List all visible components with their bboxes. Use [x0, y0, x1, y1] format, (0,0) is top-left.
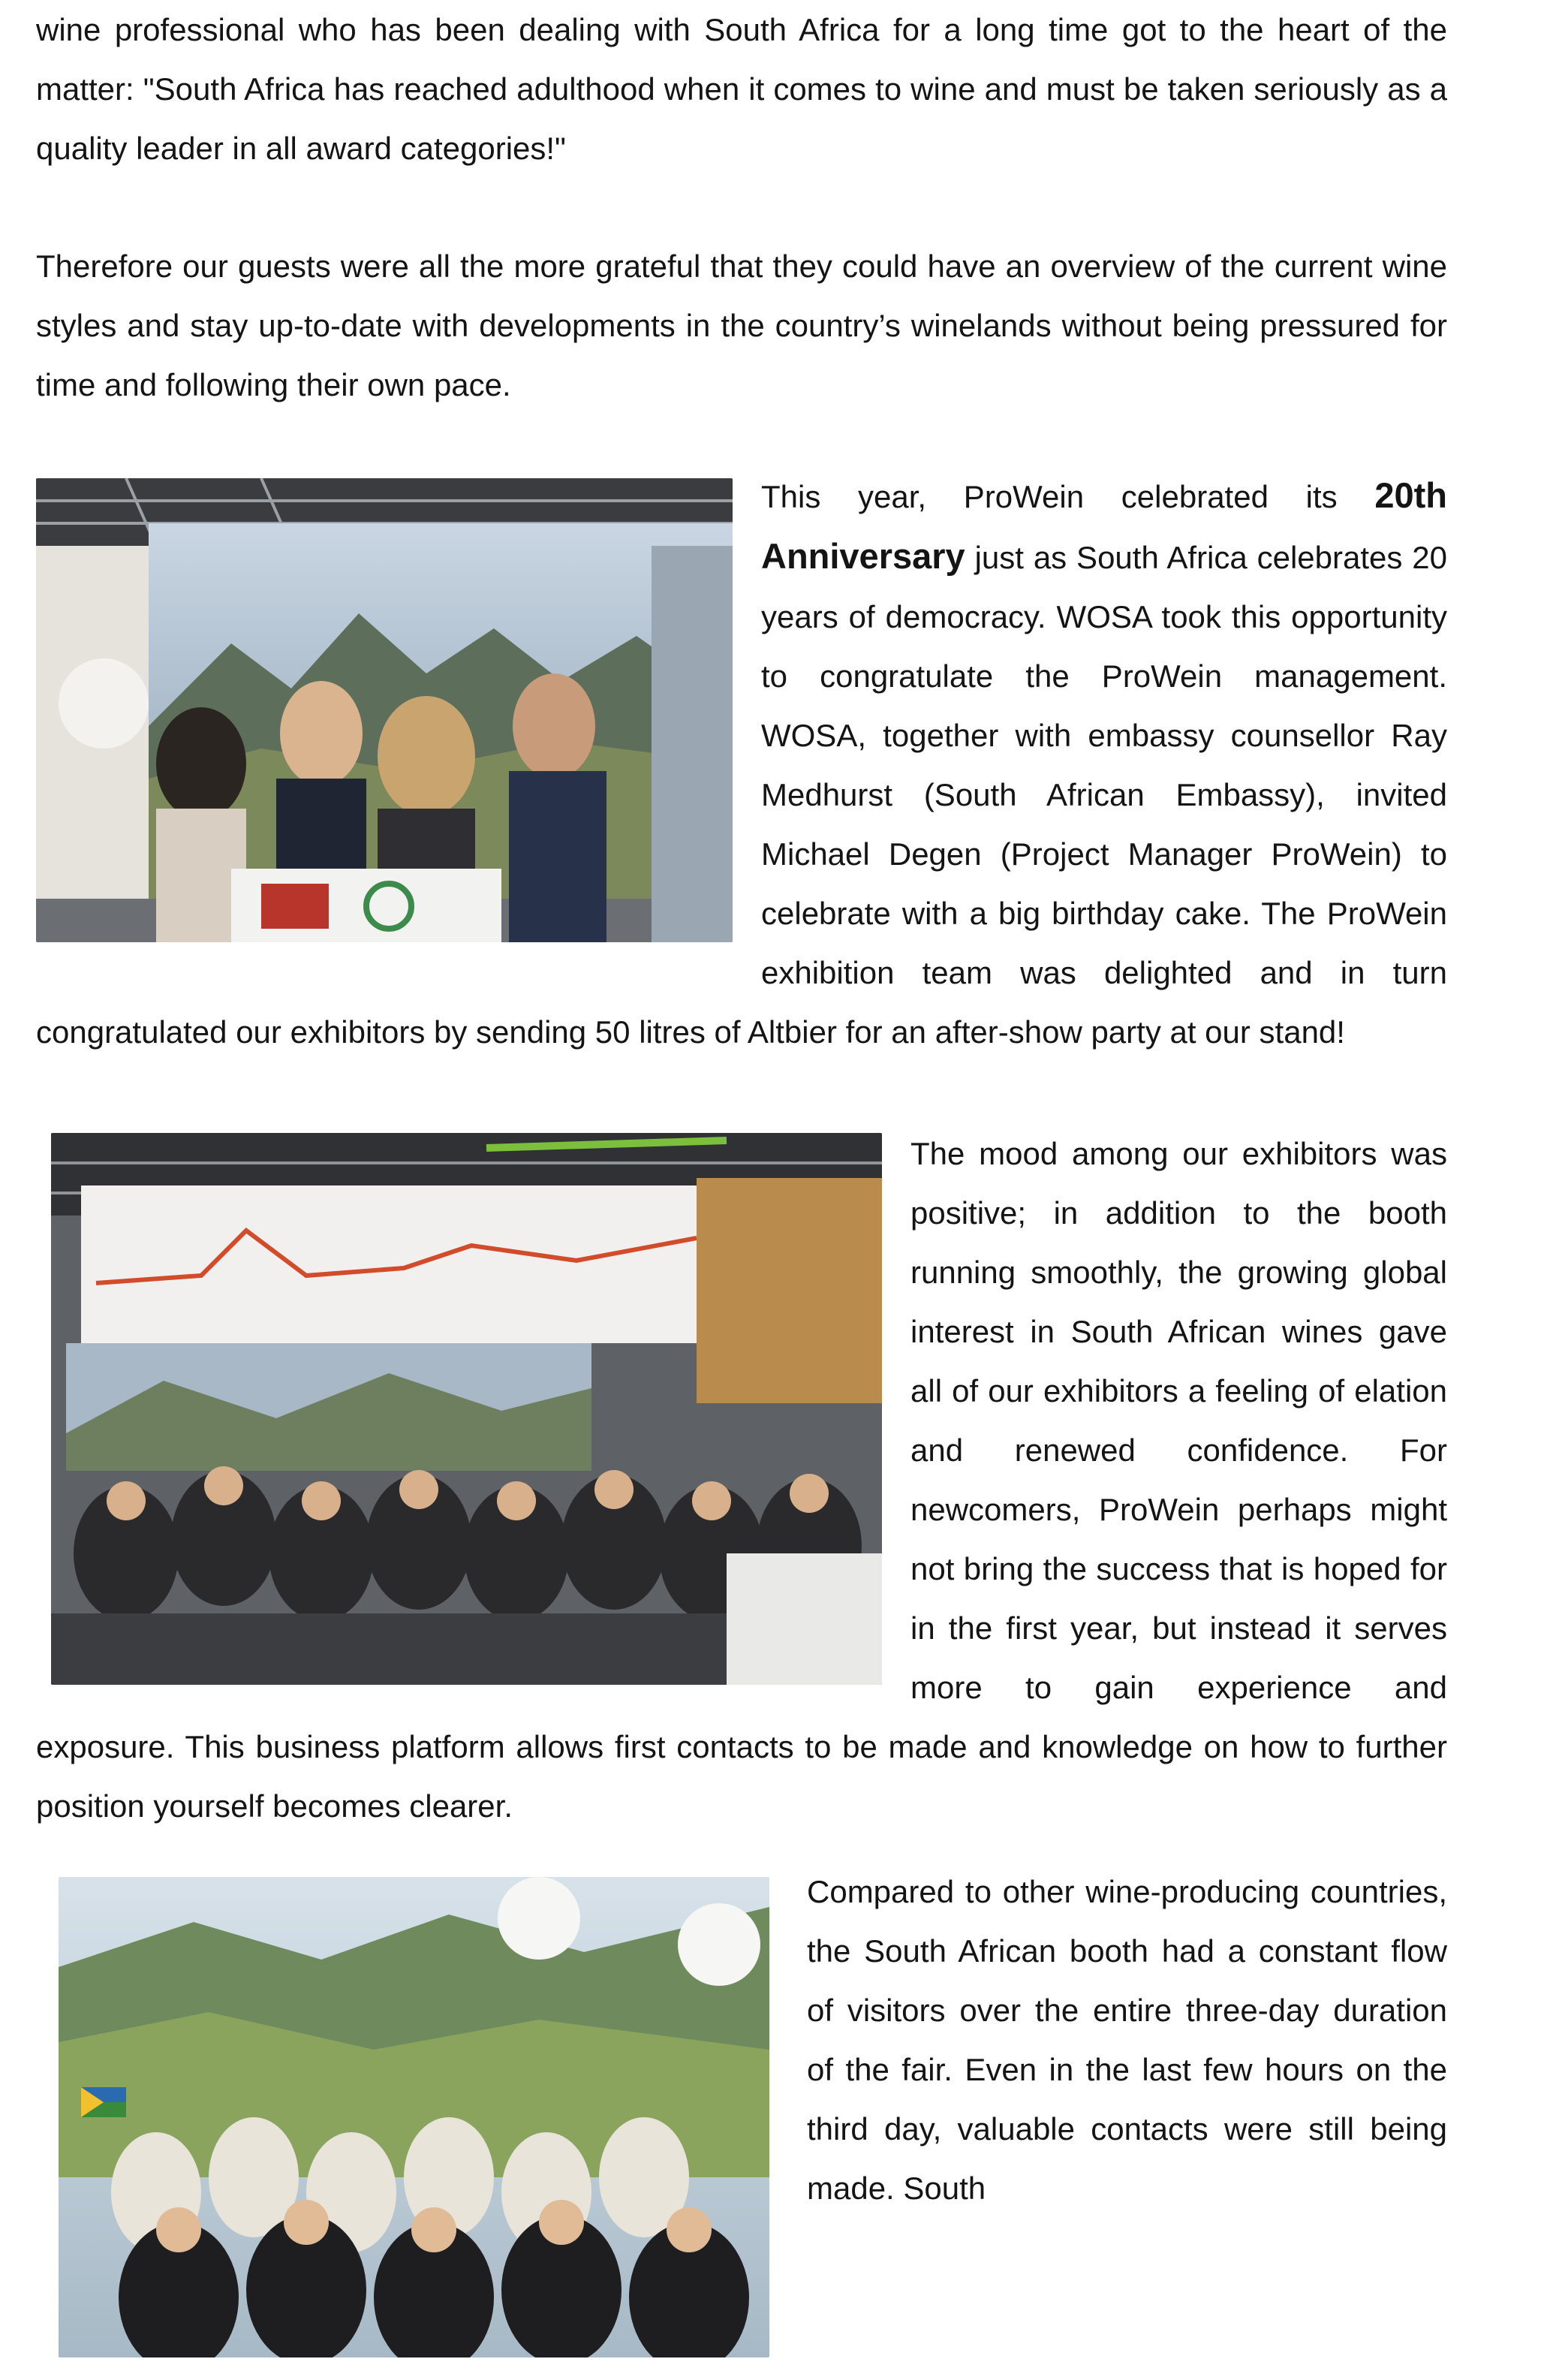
exhibitors-section	[36, 1124, 1447, 1836]
photo-booth-team	[59, 1877, 769, 2357]
anniversary-section	[36, 465, 1447, 1062]
photo-anniversary-cake	[36, 478, 733, 942]
photo-exhibitors-group	[51, 1133, 882, 1685]
visitors-section	[36, 1862, 1447, 2365]
paragraph-visitors: Compared to other wine-producing countries, the South African booth had a constant flow of visitors over the entire three-day duration of the fair. Even in the last few hours on the third day, valuable contacts were still being made. South	[807, 1874, 1447, 2206]
anniversary-highlight: 20th Anniversary	[761, 475, 1447, 576]
paragraph-guests: Therefore our guests were all the more grateful that they could have an overview of the current wine styles and stay up-to-date with developments in the country’s winelands without being pressured for time and following their own pace.	[36, 249, 1447, 402]
anniversary-text-start: This year, ProWein celebrated its	[761, 479, 1375, 514]
paragraph-exhibitors-mood: The mood among our exhibitors was positive; in addition to the booth running smoothly, the growing global interest in South African wines gave all of our exhibitors a feeling of elation and renewed confidence. For newcomers, ProWein perhaps might not bring the success that is hoped for in the first year, but instead it serves more to gain experience and exposure. This business platform allows first contacts to be made and knowledge on how to further position yourself becomes clearer.	[36, 1136, 1447, 1824]
anniversary-text-end: just as South Africa celebrates 20 years of democracy. WOSA took this opportunity to congratulate the ProWein management. WOSA, together with embassy counsellor Ray Medhurst (South African Embassy), invited Michael Degen (Project Manager ProWein) to celebrate with a big birthday cake. The ProWein exhibition team was delighted and in turn congratulated our exhibitors by sending 50 litres of Altbier for an after-show party at our stand!	[36, 540, 1447, 1050]
paragraph-intro-quote: wine professional who has been dealing with South Africa for a long time got to the heart of the matter: "South Africa has reached adulthood when it comes to wine and must be taken seriously as a quality leader in all award categories!"	[36, 12, 1447, 166]
